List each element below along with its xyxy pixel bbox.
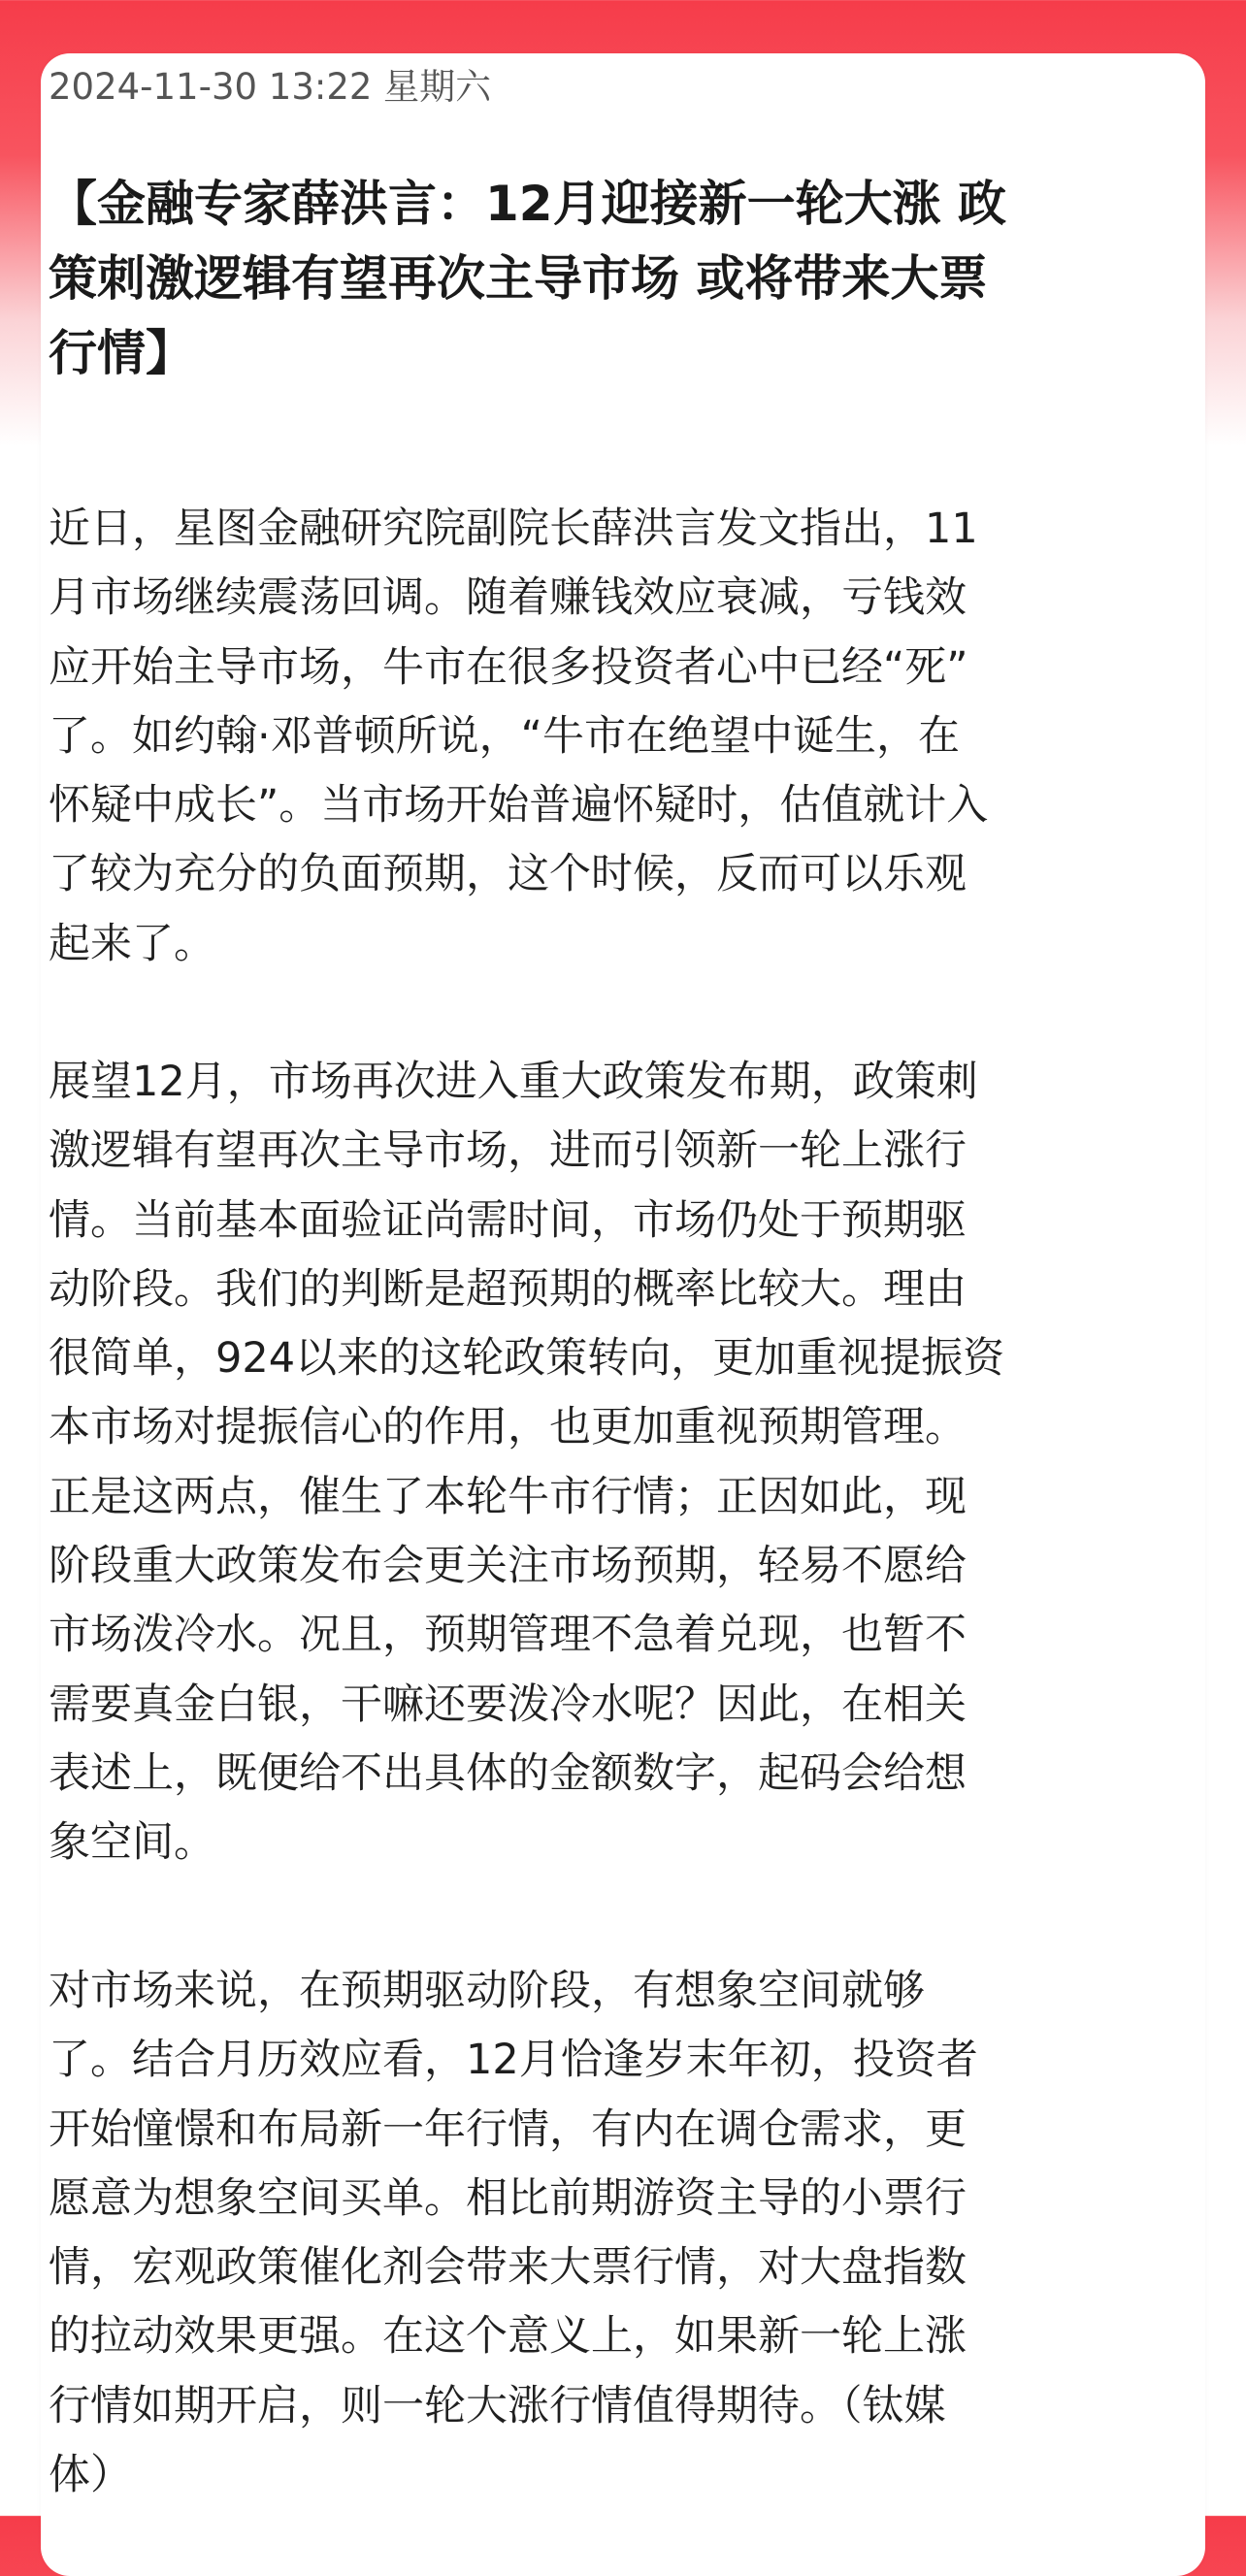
paragraph-line: 市场泼冷水。况且，预期管理不急着兑现，也暂不 — [49, 1611, 967, 1660]
paragraph-line: 表述上，既便给不出具体的金额数字，起码会给想 — [49, 1748, 967, 1798]
paragraph-line: 激逻辑有望再次主导市场，进而引领新一轮上涨行 — [49, 1126, 967, 1176]
paragraph-line: 情，宏观政策催化剂会带来大票行情，对大盘指数 — [49, 2243, 967, 2293]
article-paragraph-1 — [49, 495, 1164, 979]
paragraph-line: 需要真金白银，干嘛还要泼冷水呢？因此，在相关 — [49, 1679, 967, 1729]
title-line: 策刺激逻辑有望再次主导市场 或将带来大票 — [49, 250, 988, 307]
paragraph-line: 情。当前基本面验证尚需时间，市场仍处于预期驱 — [49, 1195, 967, 1245]
paragraph-line: 月市场继续震荡回调。随着赚钱效应衰减，亏钱效 — [49, 573, 967, 623]
paragraph-line: 阶段重大政策发布会更关注市场预期，轻易不愿给 — [49, 1542, 967, 1591]
title-line: 行情】 — [49, 325, 194, 381]
paragraph-line: 体） — [49, 2451, 132, 2500]
paragraph-line: 展望12月，市场再次进入重大政策发布期，政策刺 — [49, 1058, 978, 1106]
paragraph-line: 起来了。 — [49, 919, 215, 968]
paragraph-line: 行情如期开启，则一轮大涨行情值得期待。（钛媒 — [49, 2381, 946, 2430]
article-paragraph-3 — [49, 1957, 1164, 2510]
paragraph-line: 怀疑中成长”。当市场开始普遍怀疑时，估值就计入 — [49, 781, 989, 831]
paragraph-line: 的拉动效果更强。在这个意义上，如果新一轮上涨 — [49, 2312, 967, 2362]
paragraph-line: 很简单，924以来的这轮政策转向，更加重视提振资 — [49, 1334, 1005, 1384]
paragraph-line: 对市场来说，在预期驱动阶段，有想象空间就够 — [49, 1967, 925, 2015]
article-paragraph-2 — [49, 1048, 1164, 1878]
paragraph-line: 应开始主导市场，牛市在很多投资者心中已经“死” — [49, 642, 968, 692]
paragraph-line: 开始憧憬和布局新一年行情，有内在调仓需求，更 — [49, 2104, 967, 2154]
paragraph-line: 愿意为想象空间买单。相比前期游资主导的小票行 — [49, 2173, 967, 2223]
paragraph-line: 正是这两点，催生了本轮牛市行情；正因如此，现 — [49, 1472, 967, 1521]
paragraph-line: 了较为充分的负面预期，这个时候，反而可以乐观 — [49, 850, 967, 899]
paragraph-line: 近日，星图金融研究院副院长薛洪言发文指出，11 — [49, 505, 978, 553]
paragraph-line: 动阶段。我们的判断是超预期的概率比较大。理由 — [49, 1264, 967, 1314]
paragraph-line: 了。如约翰·邓普顿所说，“牛市在绝望中诞生，在 — [49, 711, 960, 761]
paragraph-line: 了。结合月历效应看，12月恰逢岁末年初，投资者 — [49, 2036, 978, 2085]
post-timestamp: 2024-11-30 13:22 星期六 — [49, 66, 492, 108]
title-line: 【金融专家薛洪言：12月迎接新一轮大涨 政 — [49, 176, 1006, 232]
paragraph-line: 本市场对提振信心的作用，也更加重视预期管理。 — [49, 1403, 967, 1452]
paragraph-line: 象空间。 — [49, 1818, 215, 1868]
article-title — [49, 167, 1155, 391]
